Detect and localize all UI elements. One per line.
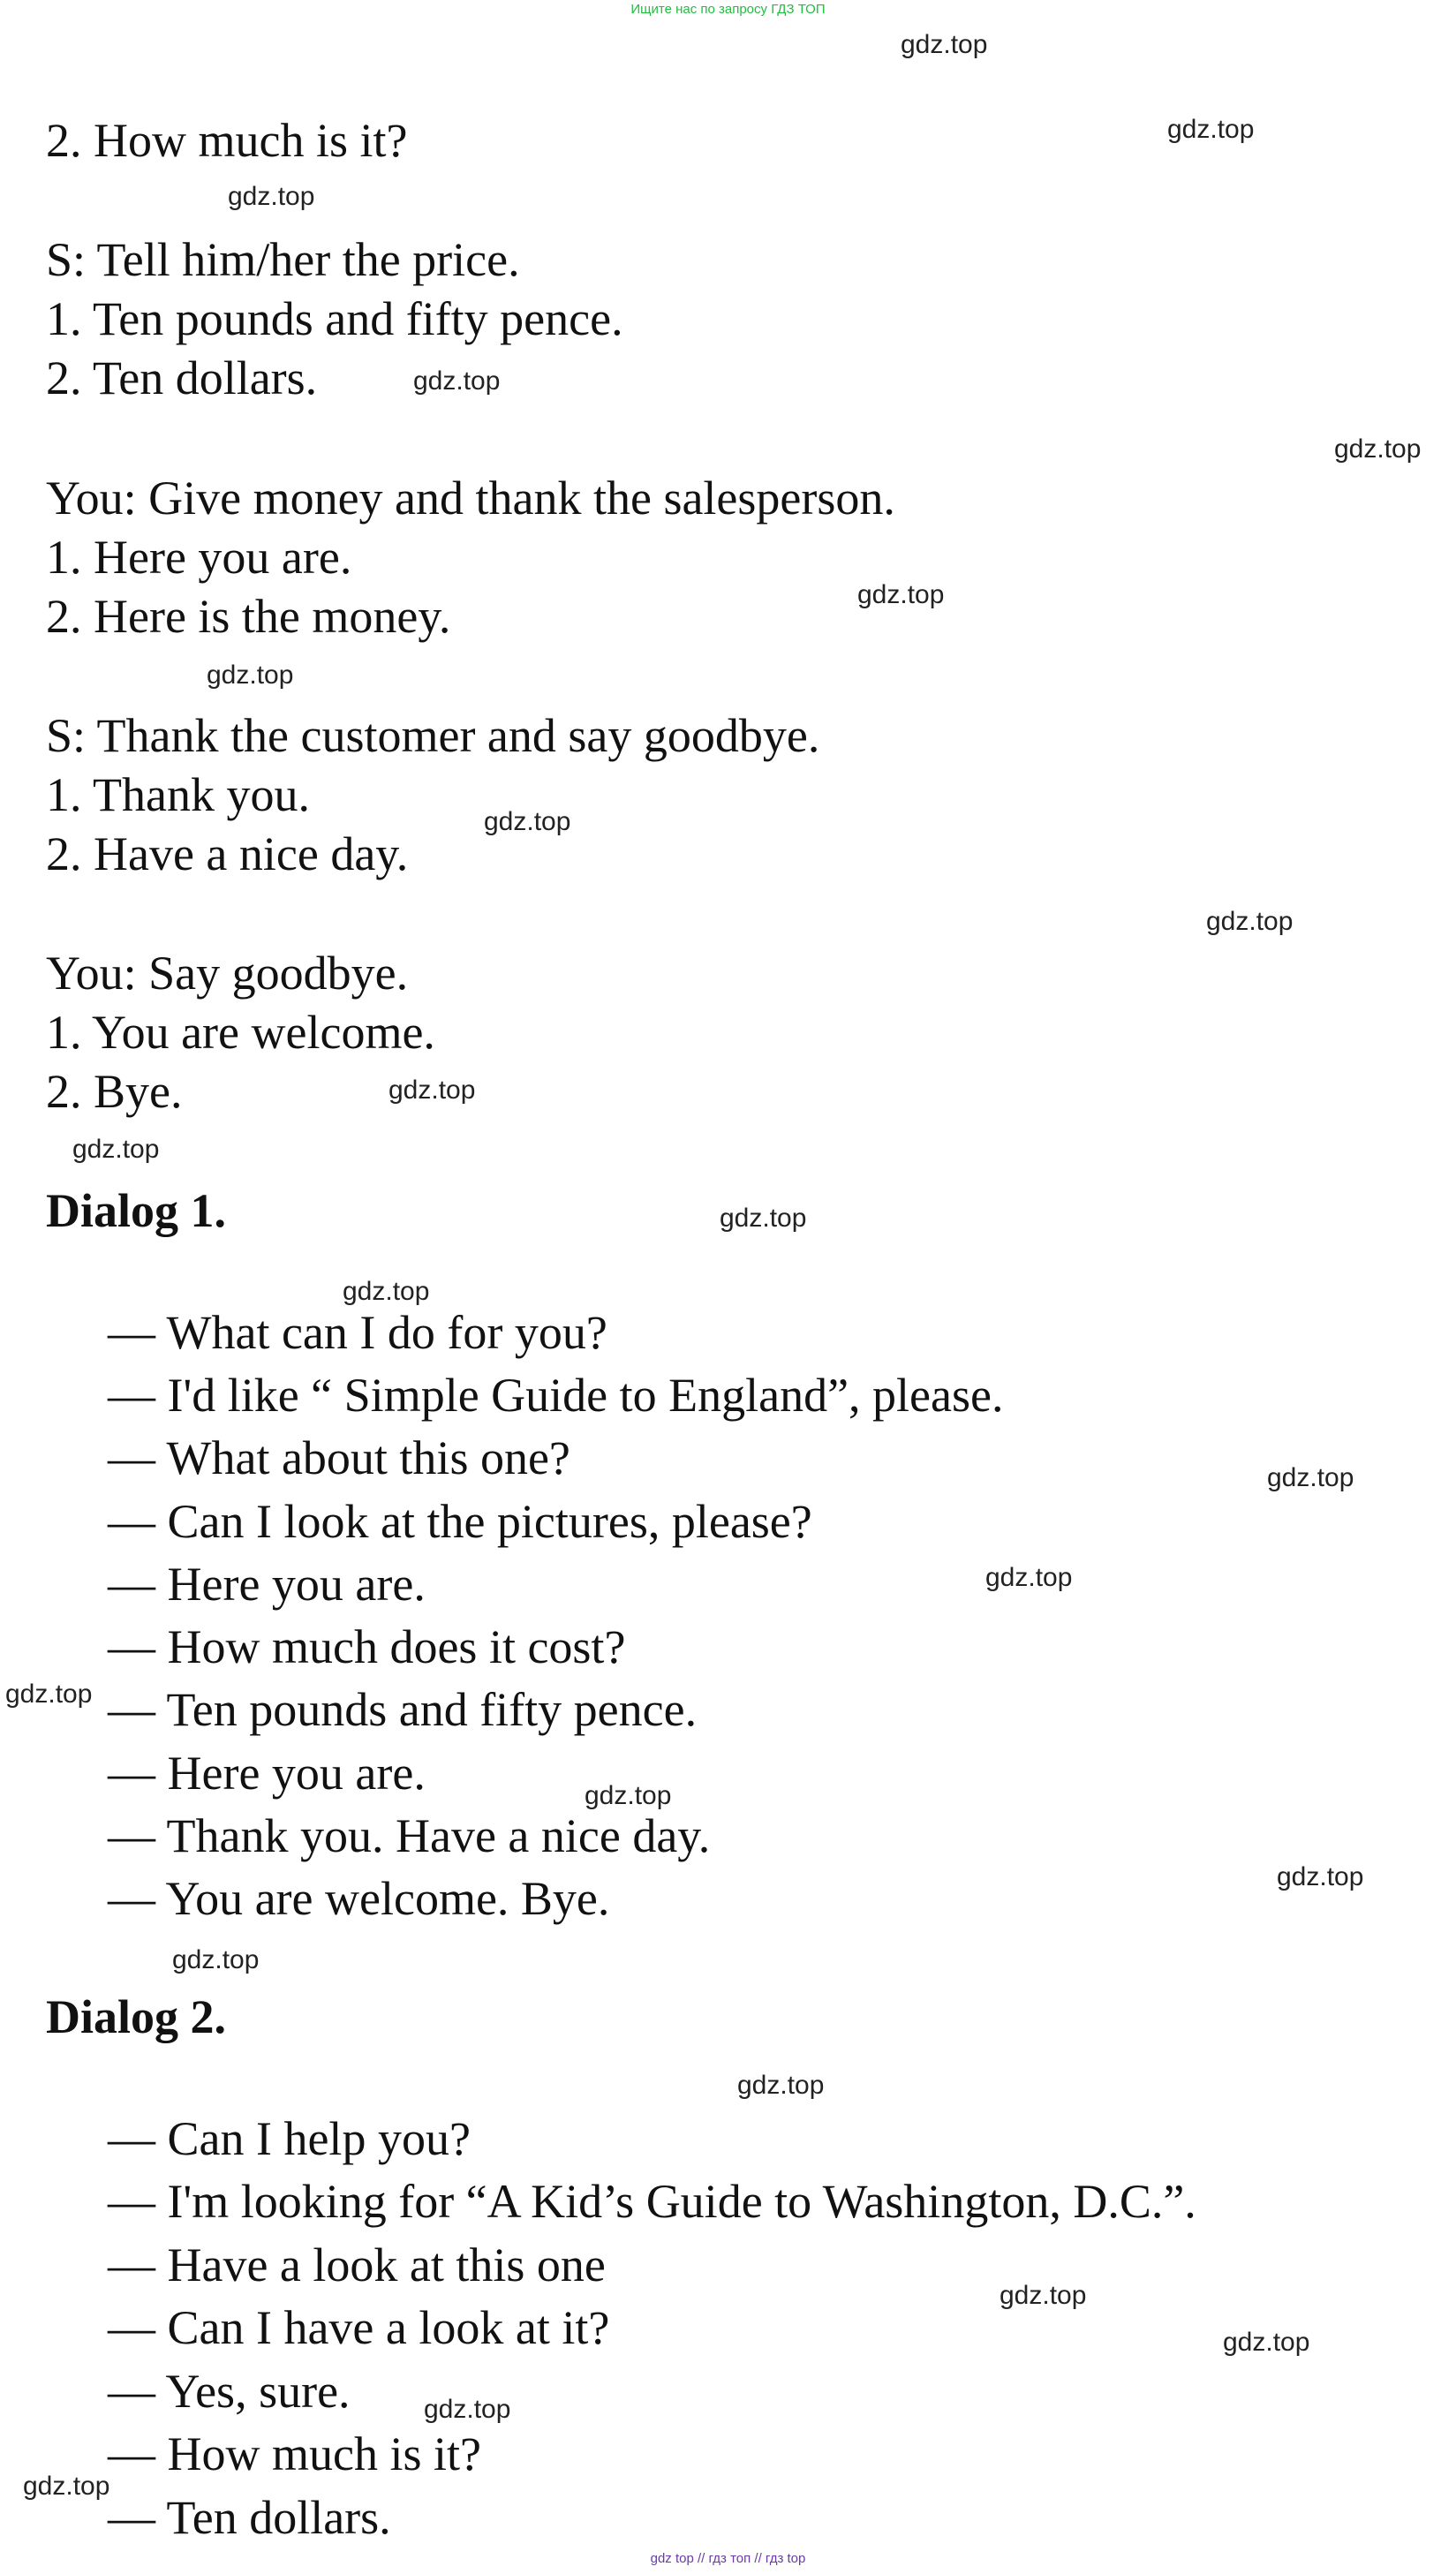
- watermark: gdz.top: [737, 2071, 825, 2100]
- watermark: gdz.top: [389, 1076, 476, 1105]
- search-hint-banner: Ищите нас по запросу ГДЗ ТОП: [630, 2, 826, 17]
- dialog-line: — Can I help you?: [108, 2112, 471, 2165]
- text-line: You: Say goodbye.: [46, 947, 409, 1000]
- watermark: gdz.top: [1334, 434, 1422, 464]
- dialog-line: — You are welcome. Bye.: [108, 1872, 610, 1925]
- text-line: 2. Ten dollars.: [46, 351, 318, 404]
- watermark: gdz.top: [1000, 2281, 1087, 2310]
- text-line: You: Give money and thank the salesperson.: [46, 472, 895, 525]
- dialog-line: — Yes, sure.: [108, 2365, 351, 2418]
- dialog-line: — How much is it?: [108, 2427, 481, 2480]
- text-line: 2. Bye.: [46, 1065, 183, 1118]
- dialog-line: — Here you are.: [108, 1747, 426, 1800]
- footer-note: gdz top // гдз топ // гдз top: [650, 2551, 806, 2566]
- watermark: gdz.top: [1167, 115, 1255, 144]
- watermark: gdz.top: [424, 2395, 511, 2424]
- watermark: gdz.top: [228, 182, 315, 211]
- watermark: gdz.top: [1267, 1463, 1354, 1492]
- dialog-line: — What about this one?: [108, 1431, 570, 1484]
- dialog2-title: Dialog 2.: [46, 1990, 227, 2043]
- watermark: gdz.top: [1223, 2328, 1310, 2357]
- text-line: 1. Ten pounds and fifty pence.: [46, 292, 623, 345]
- dialog-line: — Ten dollars.: [108, 2491, 391, 2544]
- dialog-line: — I'd like “ Simple Guide to England”, please.: [108, 1369, 1004, 1422]
- watermark: gdz.top: [72, 1135, 160, 1164]
- text-line: 1. You are welcome.: [46, 1006, 435, 1059]
- watermark: gdz.top: [413, 366, 501, 396]
- text-line: 2. Have a nice day.: [46, 827, 409, 880]
- dialog-line: — How much does it cost?: [108, 1620, 626, 1673]
- dialog-line: — Can I have a look at it?: [108, 2301, 610, 2354]
- watermark: gdz.top: [5, 1680, 93, 1709]
- watermark: gdz.top: [1206, 907, 1294, 936]
- watermark: gdz.top: [720, 1204, 807, 1233]
- watermark: gdz.top: [23, 2472, 110, 2501]
- watermark: gdz.top: [857, 580, 945, 609]
- dialog-line: — I'm looking for “A Kid’s Guide to Washington, D.C.”.: [108, 2175, 1196, 2228]
- dialog1-title: Dialog 1.: [46, 1184, 227, 1237]
- text-line: S: Tell him/her the price.: [46, 233, 520, 286]
- dialog-line: — What can I do for you?: [108, 1306, 607, 1359]
- text-line: 2. Here is the money.: [46, 590, 451, 643]
- text-line: 1. Thank you.: [46, 768, 310, 821]
- text-line: 1. Here you are.: [46, 531, 352, 584]
- watermark: gdz.top: [901, 30, 988, 59]
- text-line: 2. How much is it?: [46, 114, 408, 167]
- dialog-line: — Have a look at this one: [108, 2238, 606, 2291]
- watermark: gdz.top: [985, 1563, 1073, 1592]
- text-line: S: Thank the customer and say goodbye.: [46, 709, 820, 762]
- watermark: gdz.top: [484, 807, 571, 836]
- dialog-line: — Thank you. Have a nice day.: [108, 1809, 711, 1862]
- watermark: gdz.top: [585, 1781, 672, 1810]
- dialog-line: — Here you are.: [108, 1558, 426, 1611]
- dialog-line: — Can I look at the pictures, please?: [108, 1495, 812, 1548]
- watermark: gdz.top: [207, 660, 294, 690]
- watermark: gdz.top: [1277, 1862, 1364, 1891]
- watermark: gdz.top: [172, 1945, 260, 1974]
- dialog-line: — Ten pounds and fifty pence.: [108, 1683, 698, 1736]
- watermark: gdz.top: [343, 1277, 430, 1306]
